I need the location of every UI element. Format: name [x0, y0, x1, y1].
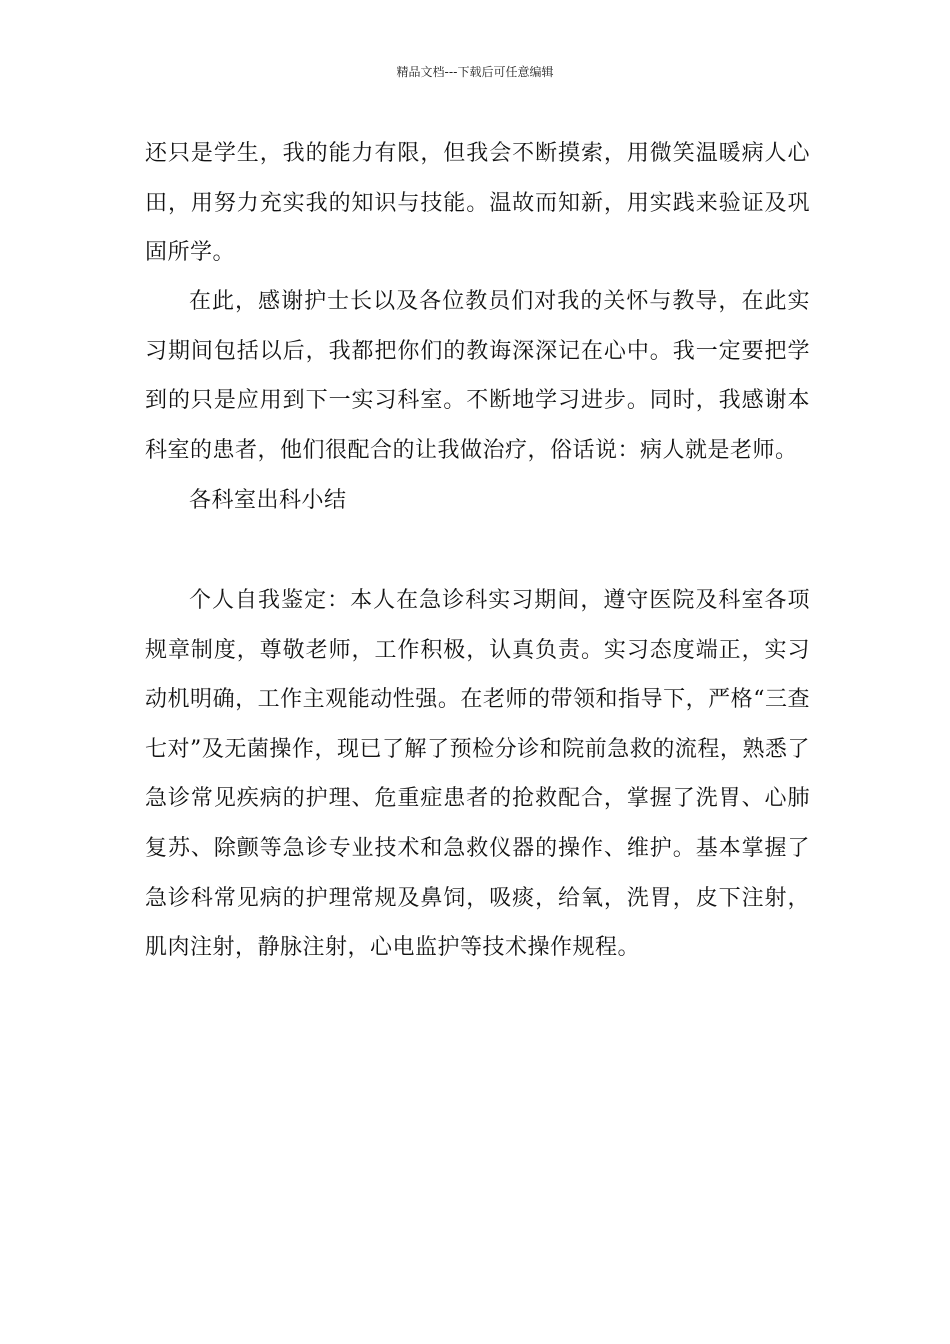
paragraph-self-assessment: 个人自我鉴定：本人在急诊科实习期间，遵守医院及科室各项规章制度，尊敬老师，工作积极，认真负责。实习态度端正，实习动机明确，工作主观能动性强。在老师的带领和指导下，严格“三查七对”及无菌操作，现已了解了预检分诊和院前急救的流程，熟悉了急诊常见疾病的护理、危重症患者的抢救配合，掌握了洗胃、心肺复苏、除颤等急诊专业技术和急救仪器的操作、维护。基本掌握了急诊科常见病的护理常规及鼻饲，吸痰，给氧，洗胃，皮下注射，肌肉注射，静脉注射，心电监护等技术操作规程。 — [145, 588, 810, 961]
paragraph-continuation: 还只是学生，我的能力有限，但我会不断摸索，用微笑温暖病人心田，用努力充实我的知识与技能。温故而知新，用实践来验证及巩固所学。 — [145, 141, 810, 266]
paragraph-thanks: 在此，感谢护士长以及各位教员们对我的关怀与教导，在此实习期间包括以后，我都把你们的教诲深深记在心中。我一定要把学到的只是应用到下一实习科室。不断地学习进步。同时，我感谢本科室的患者，他们很配合的让我做治疗，俗话说：病人就是老师。 — [145, 289, 810, 463]
section-heading: 各科室出科小结 — [189, 488, 347, 513]
page-header: 精品文档---下载后可任意编辑 — [396, 65, 554, 79]
